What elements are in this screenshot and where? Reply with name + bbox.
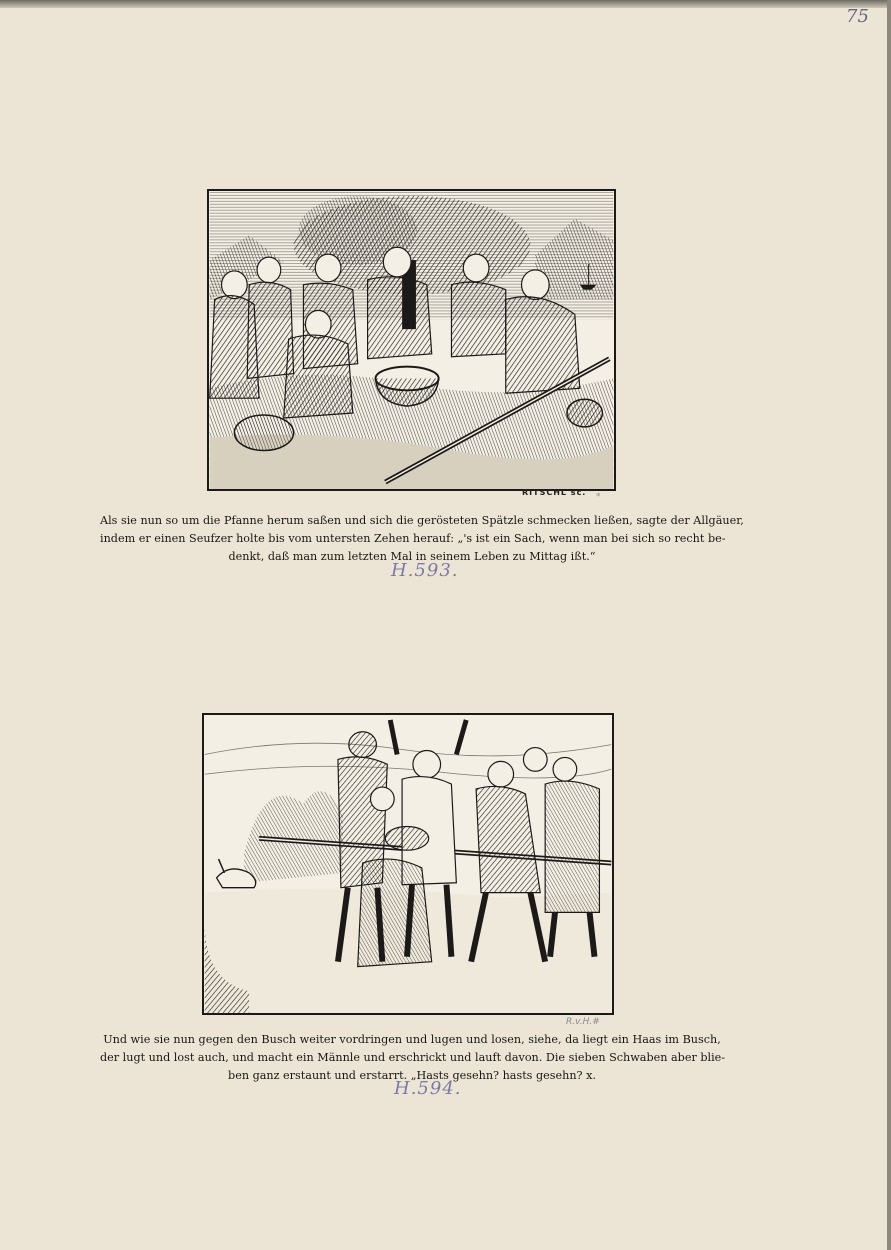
caption-plate-593 (100, 512, 744, 566)
caption-line: indem er einen Seufzer holte bis vom untersten Zehen herauf: „'s ist ein Sach, wenn man bei sich so recht be- (100, 532, 726, 545)
pencil-mark: * (596, 492, 601, 502)
caption-plate-594 (100, 1031, 724, 1085)
caption-line: der lugt und lost auch, und macht ein Männle und erschrickt und lauft davon. Die sieben Schwaben aber blie- (100, 1051, 726, 1064)
inventory-number: H.593. (391, 560, 459, 581)
caption-line: Als sie nun so um die Pfanne herum saßen und sich die gerösteten Spätzle schmecken ließen, sagte der Allgäuer, (100, 514, 744, 527)
page-number: 75 (846, 6, 869, 27)
page-edge-top (0, 0, 891, 8)
caption-line: denkt, daß man zum letzten Mal in seinem Leben zu Mittag ißt.“ (228, 550, 596, 563)
woodcut-illustration-pan-meal (207, 189, 616, 491)
caption-line: ben ganz erstaunt und erstarrt. „Hasts gesehn? hasts gesehn? x. (228, 1069, 596, 1082)
woodcut-illustration-hare-scene (202, 713, 614, 1015)
inventory-number: H.594. (394, 1078, 462, 1099)
caption-line: Und wie sie nun gegen den Busch weiter vordringen und lugen und losen, siehe, da liegt ein Haas im Busch, (103, 1033, 721, 1046)
page-edge-right (887, 0, 891, 1250)
artist-signature: RITSCHL sc. (522, 488, 587, 497)
pencil-mark: R.v.H.# (566, 1017, 600, 1027)
